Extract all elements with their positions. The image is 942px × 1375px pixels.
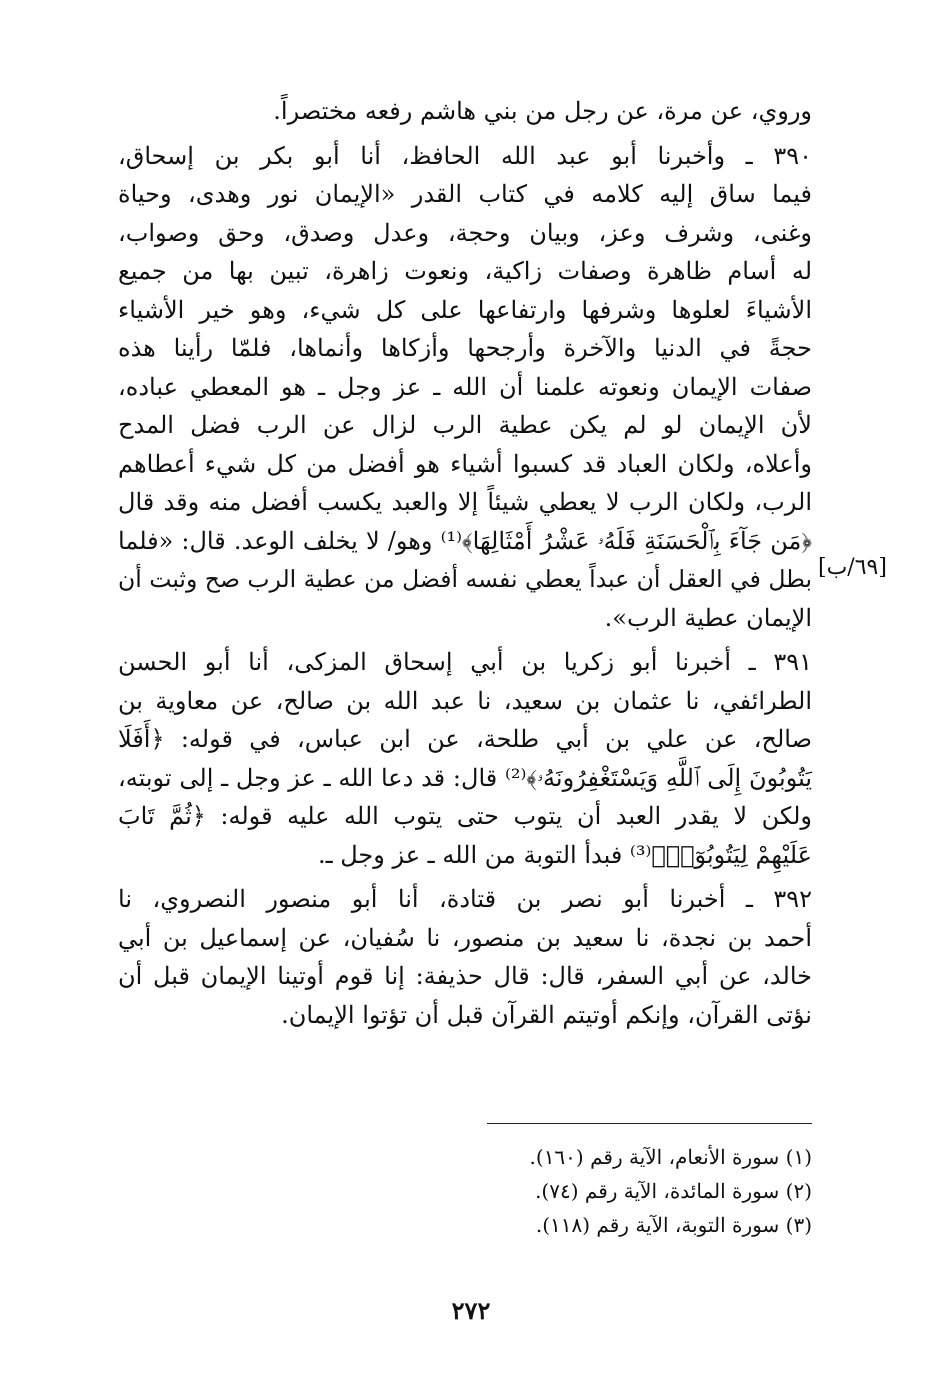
footnote-divider	[487, 1123, 812, 1124]
text-line: ٣٩٠ ـ وأخبرنا أبو عبد الله الحافظ، أنا أبو بكر بن إسحاق،	[118, 141, 812, 170]
text-line: الإيمان عطية الرب».	[604, 603, 812, 632]
paragraph-392	[118, 880, 812, 1034]
text-line: فيما ساق إليه كلامه في كتاب القدر «الإيمان نور وهدى، وحياة	[118, 180, 812, 208]
text-line: لأن الإيمان لو لم يكن عطية الرب لزال عن الرب فضل المدح	[118, 411, 812, 439]
paragraph-intro	[118, 92, 812, 131]
page-number: ٢٧٢	[451, 1296, 491, 1325]
text-line: الطرائفي، نا عثمان بن سعيد، نا عبد الله بن صالح، عن معاوية بن	[118, 686, 812, 715]
main-text	[118, 92, 812, 1034]
text-line: حجةً في الدنيا والآخرة وأرجحها وأزكاها وأنماها، فلمّا رأينا هذه	[118, 334, 812, 362]
text-line: صفات الإيمان ونعوته علمنا أن الله ـ عز وجل ـ هو المعطي عباده،	[118, 372, 812, 401]
text-line: يَتُوبُونَ إِلَى ٱللَّهِ وَيَسْتَغْفِرُونَهُۥ﴾⁽²⁾ قال: قد دعا الله ـ عز وجل ـ إلى توبته،	[118, 763, 813, 792]
text-line: نؤتى القرآن، وإنكم أوتيتم القرآن قبل أن تؤتوا الإيمان.	[281, 1000, 812, 1029]
text-line: ولكن لا يقدر العبد أن يتوب حتى يتوب الله عليه قوله: ﴿ثُمَّ تَابَ	[118, 802, 812, 830]
paragraph-391	[118, 643, 812, 874]
text-line: وروي، عن مرة، عن رجل من بني هاشم رفعه مختصراً.	[273, 97, 812, 125]
text-line: صالح، عن علي بن أبي طلحة، عن ابن عباس، في قوله: ﴿أَفَلَا	[118, 725, 813, 753]
footnote: (٢) سورة المائدة، الآية رقم (٧٤).	[535, 1179, 812, 1203]
text-line: وأعلاه، ولكان العباد قد كسبوا أشياء هو أفضل من كل شيء أعطاهم	[118, 449, 812, 478]
paragraph-390	[118, 137, 812, 638]
text-line: عَلَيْهِمْ لِيَتُوبُوٓا۟﴾⁽³⁾ فبدأ التوبة من الله ـ عز وجل ـ.	[317, 840, 812, 869]
footnote: (٣) سورة التوبة، الآية رقم (١١٨).	[535, 1213, 812, 1237]
text-line: ٣٩٢ ـ أخبرنا أبو نصر بن قتادة، أنا أبو منصور النصروي، نا	[118, 885, 812, 913]
footnotes	[480, 1140, 812, 1242]
manuscript-folio-marker: [٦٩/ب]	[818, 555, 887, 580]
text-line: له أسام ظاهرة وصفات زاكية، ونعوت زاهرة، تبين بها من جميع	[118, 257, 813, 285]
text-line: وغنى، وشرف وعز، وبيان وحجة، وعدل وصدق، وحق وصواب،	[118, 218, 812, 247]
text-line: ٣٩١ ـ أخبرنا أبو زكريا بن أبي إسحاق المزكى، أنا أبو الحسن	[118, 648, 812, 676]
text-line: الأشياءَ لعلوها وشرفها وارتفاعها على كل شيء، وهو خير الأشياء	[118, 295, 812, 324]
text-line: أحمد بن نجدة، نا سعيد بن منصور، نا سُفيان، عن إسماعيل بن أبي	[118, 923, 812, 952]
text-line: الرب، ولكان الرب لا يعطي شيئاً إلا والعبد يكسب أفضل منه وقد قال	[118, 488, 812, 516]
text-line: بطل في العقل أن عبداً يعطي نفسه أفضل من عطية الرب صح وثبت أن	[118, 565, 812, 593]
text-line: خالد، عن أبي السفر، قال: قال حذيفة: إنا قوم أوتينا الإيمان قبل أن	[118, 962, 812, 990]
footnote: (١) سورة الأنعام، الآية رقم (١٦٠).	[529, 1145, 812, 1169]
text-line: ﴿مَن جَآءَ بِٱلْحَسَنَةِ فَلَهُۥ عَشْرُ أَمْثَالِهَا﴾⁽¹⁾ وهو/ لا يخلف الوعد. قال: «فلما	[118, 526, 812, 555]
